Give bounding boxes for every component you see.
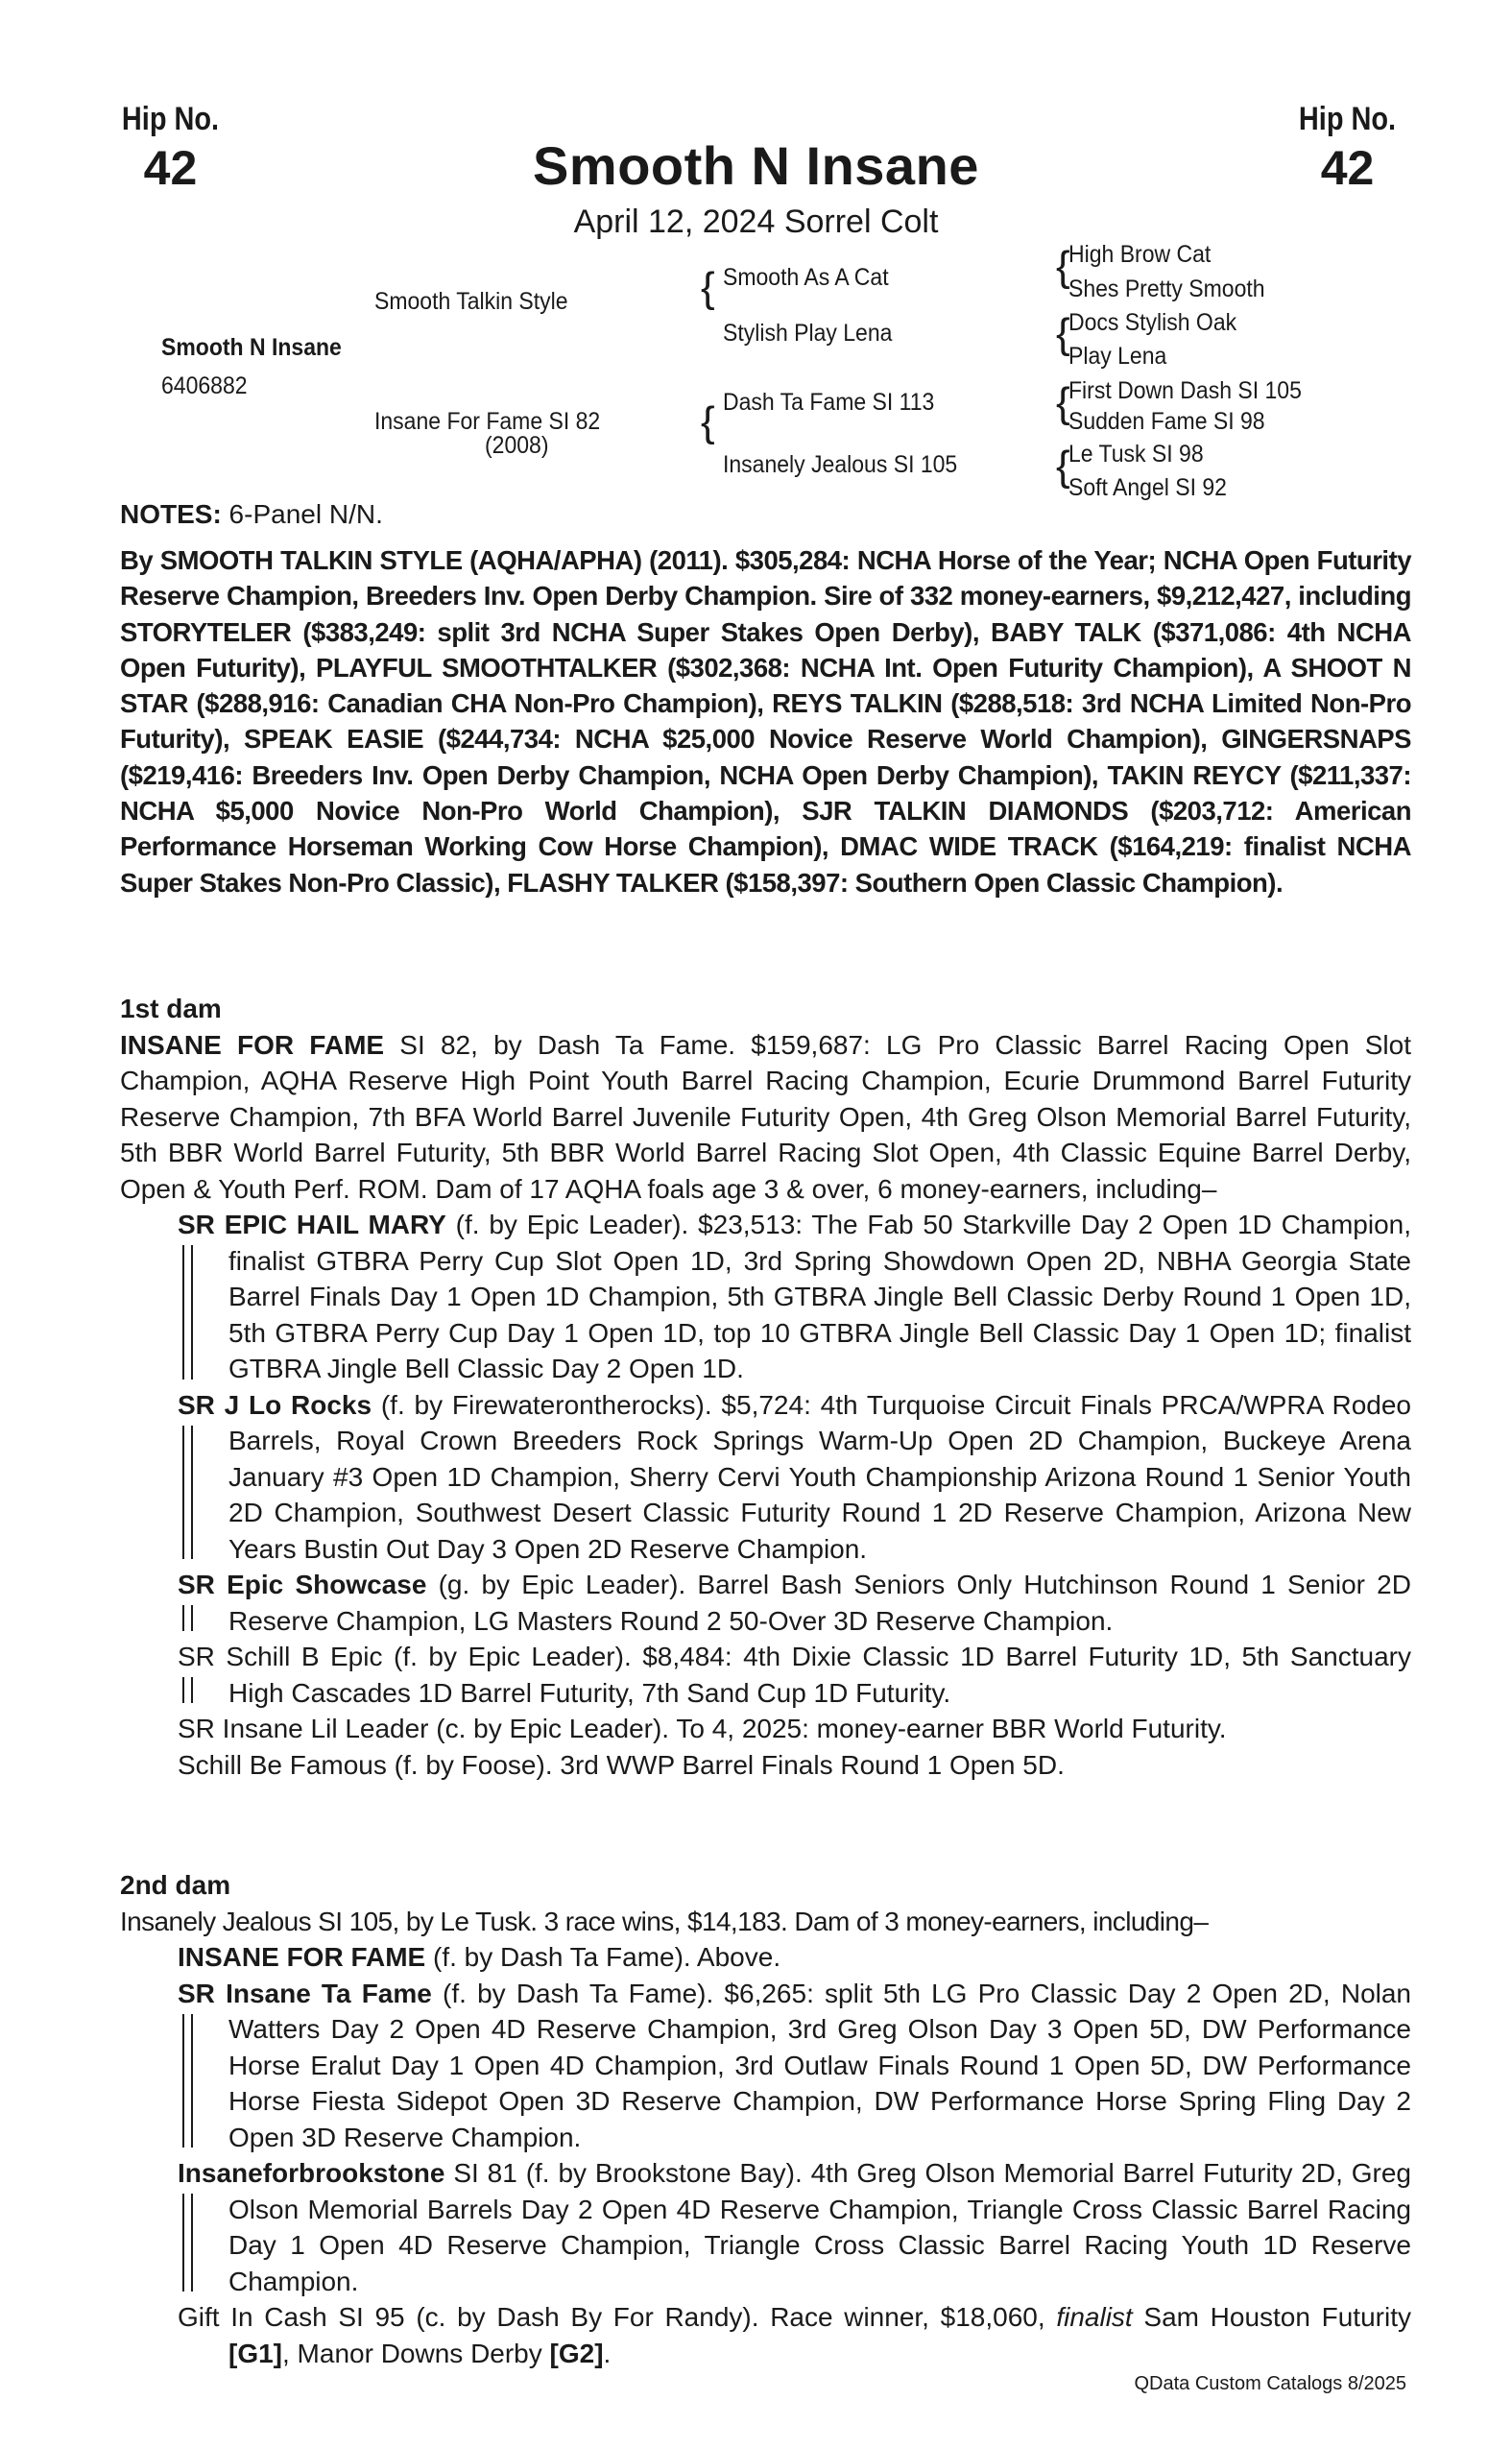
produce-name: SR J Lo Rocks: [178, 1389, 372, 1420]
pedigree-sire: Smooth Talkin Style: [374, 288, 568, 315]
pedigree-ds-dam: Sudden Fame SI 98: [1068, 408, 1265, 435]
brace-icon: {: [701, 398, 715, 445]
produce-text: SI 95 (c. by Dash By For Randy). Race winner, $18,060,: [326, 2302, 1057, 2332]
produce-name: Schill Be Famous: [178, 1749, 387, 1780]
hip-label-right: Hip No.: [1298, 101, 1397, 137]
produce-text: (f. by Epic Leader). $23,513: The Fab 50 Starkville Day 2 Open 1D Champion, finalist GTBRA Perry Cup Slot Open 1D, 3rd Spring Showdown Open 2D, NBHA Georgia State Barrel Finals Day 1 Open 1D Champion, 5th GTBRA Jingle Bell Classic Derby Round 1 Open 1D, 5th GTBRA Perry Cup Day 1 Open 1D, top 10 GTBRA Jingle Bell Classic Day 1 Open 1D; finalist GTBRA Jingle Bell Classic Day 2 Open 1D.: [228, 1210, 1411, 1383]
brace-icon: {: [1056, 443, 1070, 490]
produce-text: , Manor Downs Derby: [282, 2338, 550, 2368]
first-dam-name: INSANE FOR FAME: [120, 1029, 385, 1060]
pedigree-dd-dam: Soft Angel SI 92: [1068, 474, 1227, 501]
produce-entry: [120, 1639, 1411, 1711]
pedigree-sire-sire: Smooth As A Cat: [723, 264, 889, 291]
pedigree-sire-dam: Stylish Play Lena: [723, 320, 893, 347]
foal-info: April 12, 2024 Sorrel Colt: [573, 204, 939, 240]
produce-italic: finalist: [1056, 2302, 1133, 2332]
produce-text: (f. by Firewaterontherocks). $5,724: 4th Turquoise Circuit Finals PRCA/WPRA Rodeo Barrels, Royal Crown Breeders Rock Springs Warm-Up Open 2D Champion, Buckeye Arena January #3 Open 1D Champion, Sherry Cervi Youth Championship Arizona Round 1 Senior Youth 2D Champion, Southwest Desert Classic Futurity Round 1 2D Reserve Champion, Arizona New Years Bustin Out Day 3 Open 2D Reserve Champion.: [228, 1389, 1411, 1564]
produce-text: Sam Houston Futurity: [1132, 2302, 1411, 2332]
pedigree-sd-sire: Docs Stylish Oak: [1068, 309, 1237, 336]
produce-text: .: [603, 2338, 612, 2368]
pedigree-dam: Insane For Fame SI 82: [374, 408, 601, 435]
first-dam-section: [120, 991, 1411, 1783]
second-dam-heading: 2nd dam: [120, 1870, 231, 1900]
notes-label: NOTES:: [120, 499, 222, 529]
produce-text: (c. by Epic Leader). To 4, 2025: money-earner BBR World Futurity.: [428, 1714, 1227, 1743]
produce-name: SR Schill B Epic: [178, 1642, 383, 1671]
pedigree-subject: Smooth N Insane: [161, 334, 342, 361]
produce-entry: [120, 1747, 1411, 1784]
pedigree-ds-sire: First Down Dash SI 105: [1068, 377, 1302, 404]
second-dam-intro: Insanely Jealous SI 105, by Le Tusk. 3 race wins, $14,183. Dam of 3 money-earners, including–: [120, 1906, 1209, 1936]
pedigree-registration: 6406882: [161, 372, 248, 399]
produce-entry: [120, 1711, 1411, 1747]
first-dam-intro: [120, 1027, 1411, 1208]
pedigree-sd-dam: Play Lena: [1068, 343, 1167, 370]
hip-value-left: 42: [143, 141, 198, 195]
produce-name: Gift In Cash: [178, 2302, 327, 2332]
produce-text: (g. by Epic Leader). Barrel Bash Seniors Only Hutchinson Round 1 Senior 2D Reserve Champion, LG Masters Round 2 50-Over 3D Reserve Champion.: [228, 1570, 1411, 1636]
pedigree-ss-sire: High Brow Cat: [1068, 241, 1212, 268]
produce-name: INSANE FOR FAME: [178, 1942, 426, 1972]
produce-text: (f. by Dash Ta Fame). Above.: [425, 1942, 781, 1972]
pedigree-ss-dam: Shes Pretty Smooth: [1068, 276, 1265, 302]
first-dam-intro-text: SI 82, by Dash Ta Fame. $159,687: LG Pro Classic Barrel Racing Open Slot Champion, AQHA Reserve High Point Youth Barrel Racing Champion, Ecurie Drummond Barrel Futurity Reserve Champion, 7th BFA World Barrel Juvenile Futurity Open, 4th Greg Olson Memorial Barrel Futurity, 5th BBR World Barrel Futurity, 5th BBR World Barrel Racing Slot Open, 4th Classic Equine Barrel Derby, Open & Youth Perf. ROM. Dam of 17 AQHA foals age 3 & over, 6 money-earners, including–: [120, 1029, 1411, 1204]
sire-paragraph: By SMOOTH TALKIN STYLE (AQHA/APHA) (2011). $305,284: NCHA Horse of the Year; NCHA Open Futurity Reserve Champion, Breeders Inv. Open Derby Champion. Sire of 332 money-earners, $9,212,427, including STORYTELER ($383,249: split 3rd NCHA Super Stakes Open Derby), BABY TALK ($371,086: 4th NCHA Open Futurity), PLAYFUL SMOOTHTALKER ($302,368: NCHA Int. Open Futurity Champion), A SHOOT N STAR ($288,916: Canadian CHA Non-Pro Champion), REYS TALKIN ($288,518: 3rd NCHA Limited Non-Pro Futurity), SPEAK EASIE ($244,734: NCHA $25,000 Novice Reserve World Champion), GINGERSNAPS ($219,416: Breeders Inv. Open Derby Champion, NCHA Open Derby Champion), TAKIN REYCY ($211,337: NCHA $5,000 Novice Non-Pro World Champion), SJR TALKIN DIAMONDS ($203,712: American Performance Horseman Working Cow Horse Champion), DMAC WIDE TRACK ($164,219: finalist NCHA Super Stakes Non-Pro Classic), FLASHY TALKER ($158,397: Southern Open Classic Champion).: [120, 545, 1411, 898]
grade-badge: [G2]: [549, 2338, 604, 2368]
produce-name: SR Insane Ta Fame: [178, 1978, 432, 2008]
produce-entry: [120, 1976, 1411, 2156]
produce-name: SR Insane Lil Leader: [178, 1714, 429, 1743]
pedigree-dam-dam: Insanely Jealous SI 105: [723, 451, 958, 478]
produce-name: SR EPIC HAIL MARY: [178, 1210, 446, 1239]
first-dam-heading: 1st dam: [120, 994, 222, 1023]
produce-name: SR Epic Showcase: [178, 1570, 427, 1599]
hip-value-right: 42: [1320, 141, 1375, 195]
pedigree-dam-year: (2008): [485, 432, 549, 459]
catalog-footer: QData Custom Catalogs 8/2025: [1134, 2373, 1406, 2394]
grade-badge: [G1]: [228, 2338, 282, 2368]
produce-name: Insaneforbrookstone: [178, 2158, 445, 2188]
second-dam-section: [120, 1867, 1411, 2371]
produce-text: SI 81 (f. by Brookstone Bay). 4th Greg Olson Memorial Barrel Futurity 2D, Greg Olson Memorial Barrels Day 2 Open 4D Reserve Champion, Triangle Cross Classic Barrel Racing Day 1 Open 4D Reserve Champion, Triangle Cross Classic Barrel Racing Youth 1D Reserve Champion.: [228, 2158, 1411, 2296]
horse-name-title: Smooth N Insane: [533, 135, 979, 196]
produce-text: (f. by Foose). 3rd WWP Barrel Finals Round 1 Open 5D.: [386, 1749, 1065, 1780]
notes: [120, 499, 383, 530]
pedigree-dam-sire: Dash Ta Fame SI 113: [723, 389, 935, 416]
produce-entry: [120, 1567, 1411, 1639]
brace-icon: {: [1056, 379, 1070, 426]
produce-entry: [120, 1387, 1411, 1568]
produce-text: (f. by Epic Leader). $8,484: 4th Dixie Classic 1D Barrel Futurity 1D, 5th Sanctuary High Cascades 1D Barrel Futurity, 7th Sand Cup 1D Futurity.: [228, 1642, 1411, 1708]
brace-icon: {: [1056, 310, 1070, 357]
brace-icon: {: [701, 264, 715, 311]
brace-icon: {: [1056, 243, 1070, 290]
pedigree-dd-sire: Le Tusk SI 98: [1068, 441, 1204, 468]
hip-label-left: Hip No.: [121, 101, 220, 137]
produce-entry: [120, 2155, 1411, 2299]
produce-entry: [120, 1939, 1411, 1976]
notes-text: 6-Panel N/N.: [221, 499, 383, 529]
produce-entry: [120, 2299, 1411, 2371]
produce-entry: [120, 1207, 1411, 1387]
produce-text: (f. by Dash Ta Fame). $6,265: split 5th LG Pro Classic Day 2 Open 2D, Nolan Watters Day 2 Open 4D Reserve Champion, 3rd Greg Olson Day 3 Open 5D, DW Performance Horse Eralut Day 1 Open 4D Champion, 3rd Outlaw Finals Round 1 Open 5D, DW Performance Horse Fiesta Sidepot Open 3D Reserve Champion, DW Performance Horse Spring Fling Day 2 Open 3D Reserve Champion.: [228, 1978, 1412, 2152]
